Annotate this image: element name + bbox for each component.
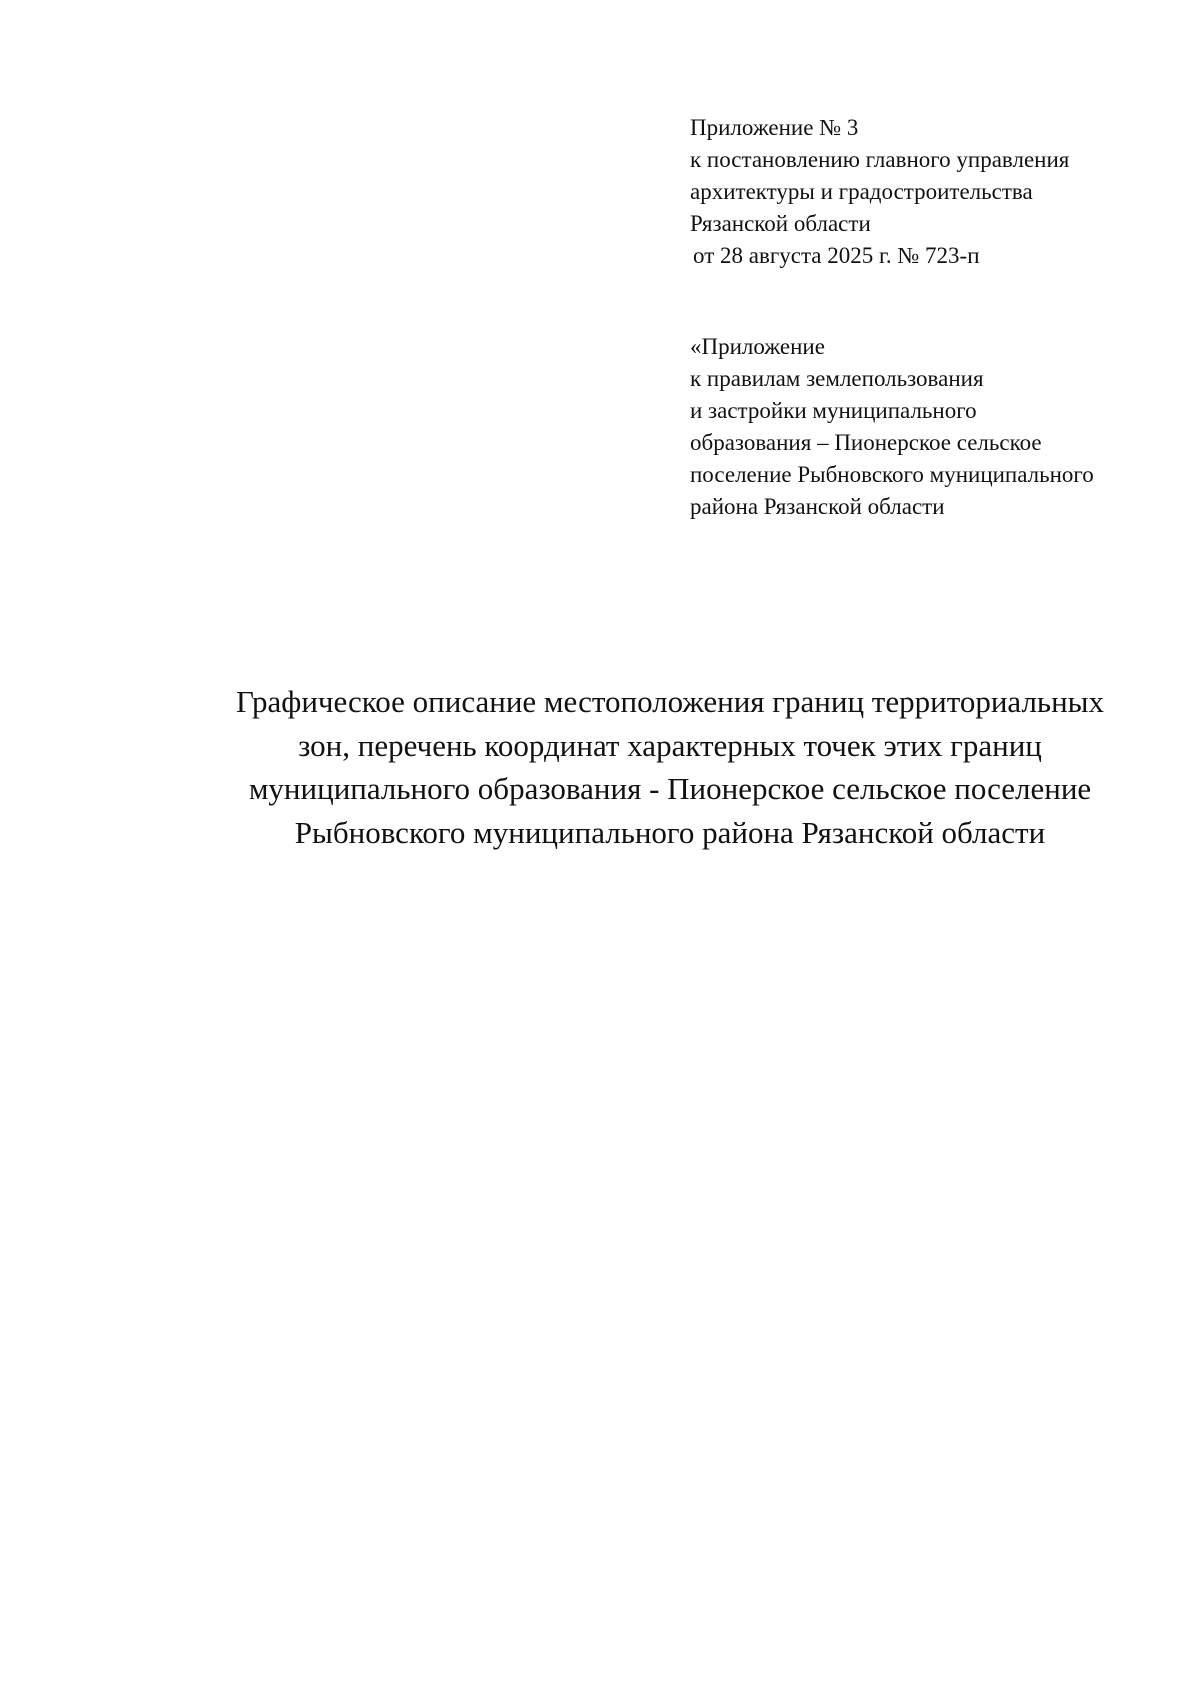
annex-to-resolution: к постановлению главного управления — [690, 147, 1070, 172]
title-line-4: Рыбновского муниципального района Рязанской области — [294, 814, 1046, 850]
rules-annex-line-2: к правилам землепользования — [690, 366, 984, 391]
annex-number: Приложение № 3 — [690, 115, 859, 140]
annex-region: Рязанской области — [690, 211, 871, 236]
rules-annex-line-5: поселение Рыбновского муниципального — [690, 462, 1094, 487]
title-line-3: муниципального образования - Пионерское сельское поселение — [248, 771, 1092, 806]
rules-annex-line-6: района Рязанской области — [690, 494, 945, 519]
title-line-2: зон, перечень координат характерных точек этих границ — [298, 727, 1042, 763]
annex-date: от 28 августа 2025 г. № 723-п — [693, 243, 980, 268]
rules-annex-line-3: и застройки муниципального — [690, 398, 977, 423]
rules-annex-title: «Приложение — [690, 334, 825, 359]
title-line-1: Графическое описание местоположения границ территориальных — [236, 684, 1104, 719]
annex-authority: архитектуры и градостроительства — [690, 179, 1033, 204]
rules-annex-line-4: образования – Пионерское сельское — [690, 430, 1042, 455]
rules-annex-header — [690, 331, 1170, 523]
document-title — [120, 680, 1200, 854]
annex-header — [690, 112, 1170, 272]
